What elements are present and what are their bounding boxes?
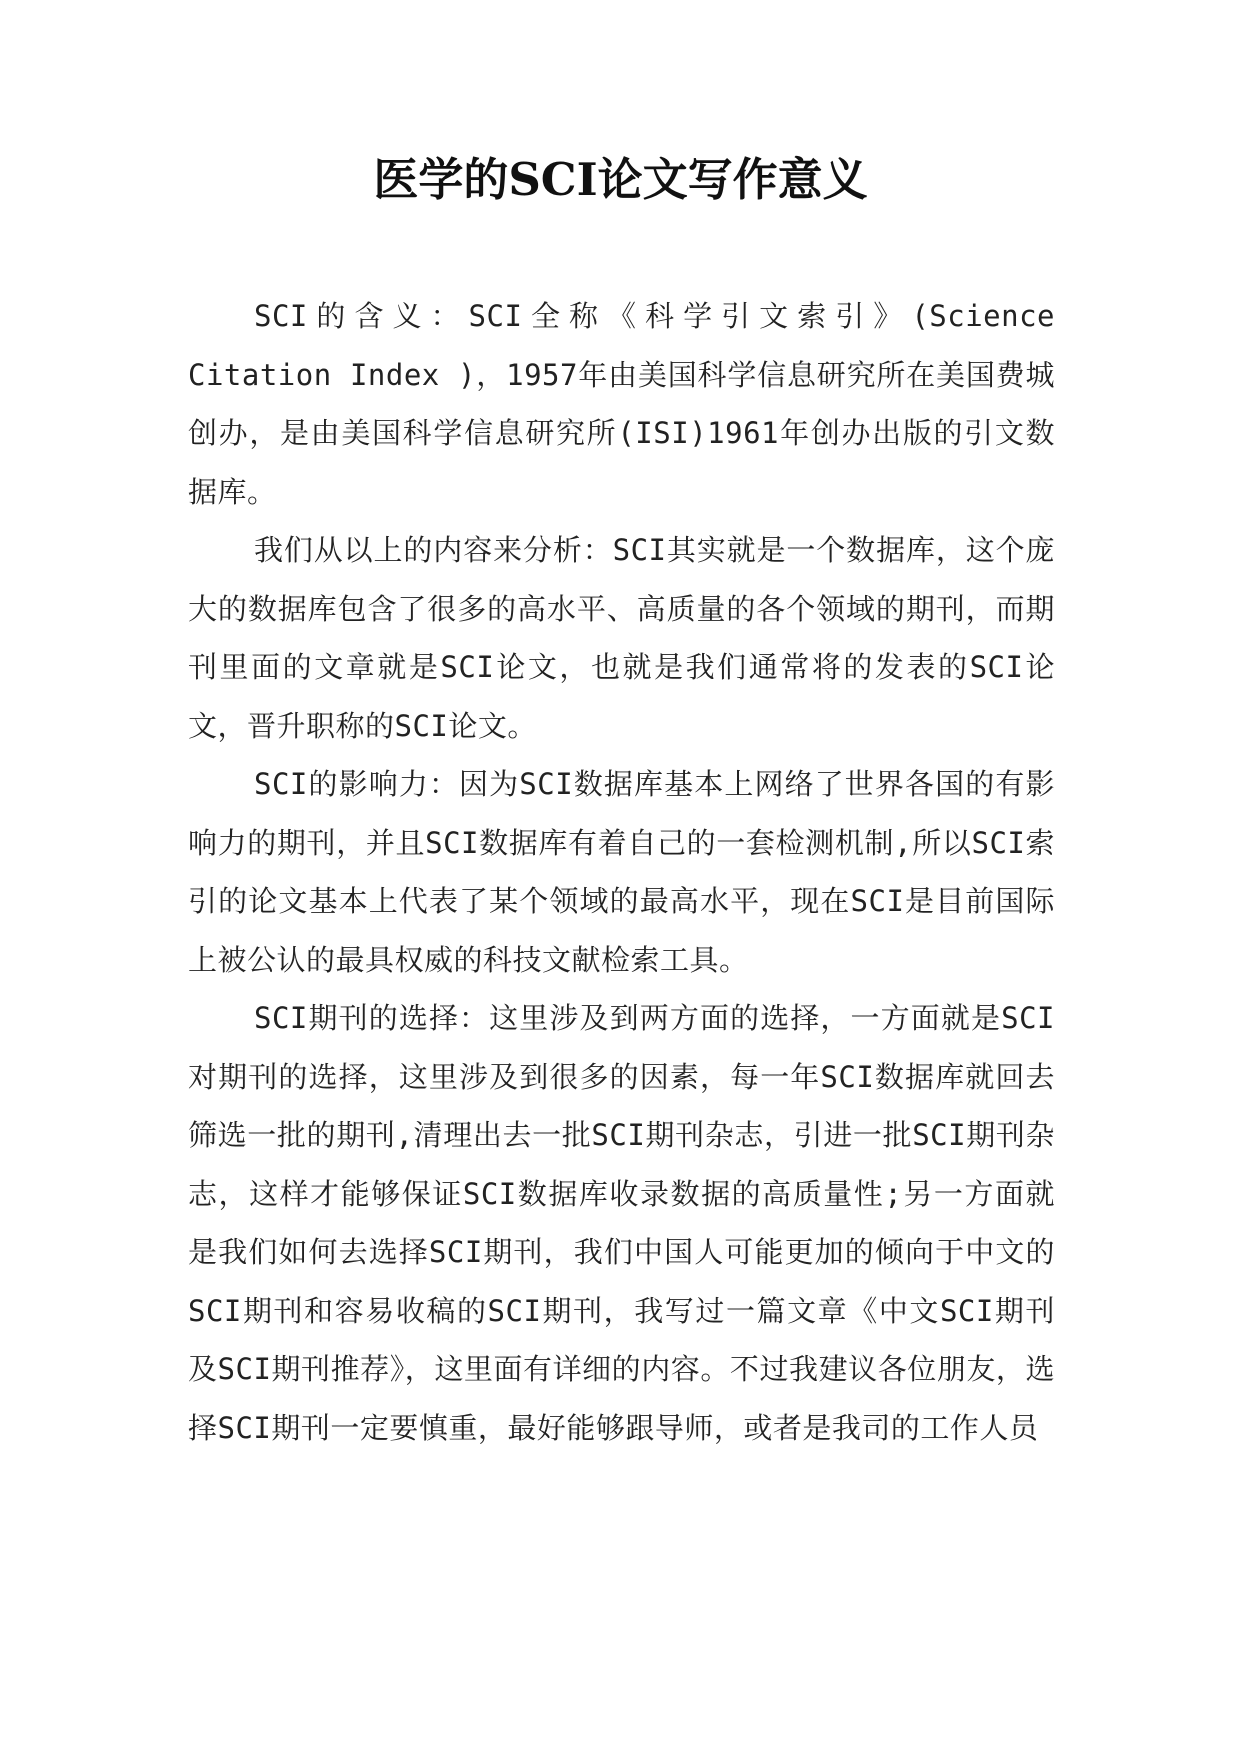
- paragraph-sci-definition: SCI的含义：SCI全称《科学引文索引》(Science Citation Index )，1957年由美国科学信息研究所在美国费城创办，是由美国科学信息研究所(ISI)1961年创办出版的引文数据库。: [188, 299, 1055, 509]
- document-title: 医学的SCI论文写作意义: [373, 153, 868, 206]
- paragraph-sci-analysis: 我们从以上的内容来分析：SCI其实就是一个数据库，这个庞大的数据库包含了很多的高水平、高质量的各个领域的期刊，而期刊里面的文章就是SCI论文，也就是我们通常将的发表的SCI论文，晋升职称的SCI论文。: [188, 533, 1055, 743]
- paragraph-sci-journal-selection: SCI期刊的选择：这里涉及到两方面的选择，一方面就是SCI对期刊的选择，这里涉及到很多的因素，每一年SCI数据库就回去筛选一批的期刊,清理出去一批SCI期刊杂志，引进一批SCI期刊杂志，这样才能够保证SCI数据库收录数据的高质量性;另一方面就是我们如何去选择SCI期刊，我们中国人可能更加的倾向于中文的SCI期刊和容易收稿的SCI期刊，我写过一篇文章《中文SCI期刊及SCI期刊推荐》，这里面有详细的内容。不过我建议各位朋友，选择SCI期刊一定要慎重，最好能够跟导师，或者是我司的工作人员: [188, 1001, 1055, 1445]
- document-body: [188, 287, 1055, 1457]
- paragraph-sci-influence: SCI的影响力：因为SCI数据库基本上网络了世界各国的有影响力的期刊，并且SCI数据库有着自己的一套检测机制,所以SCI索引的论文基本上代表了某个领域的最高水平，现在SCI是目前国际上被公认的最具权威的科技文献检索工具。: [188, 767, 1055, 977]
